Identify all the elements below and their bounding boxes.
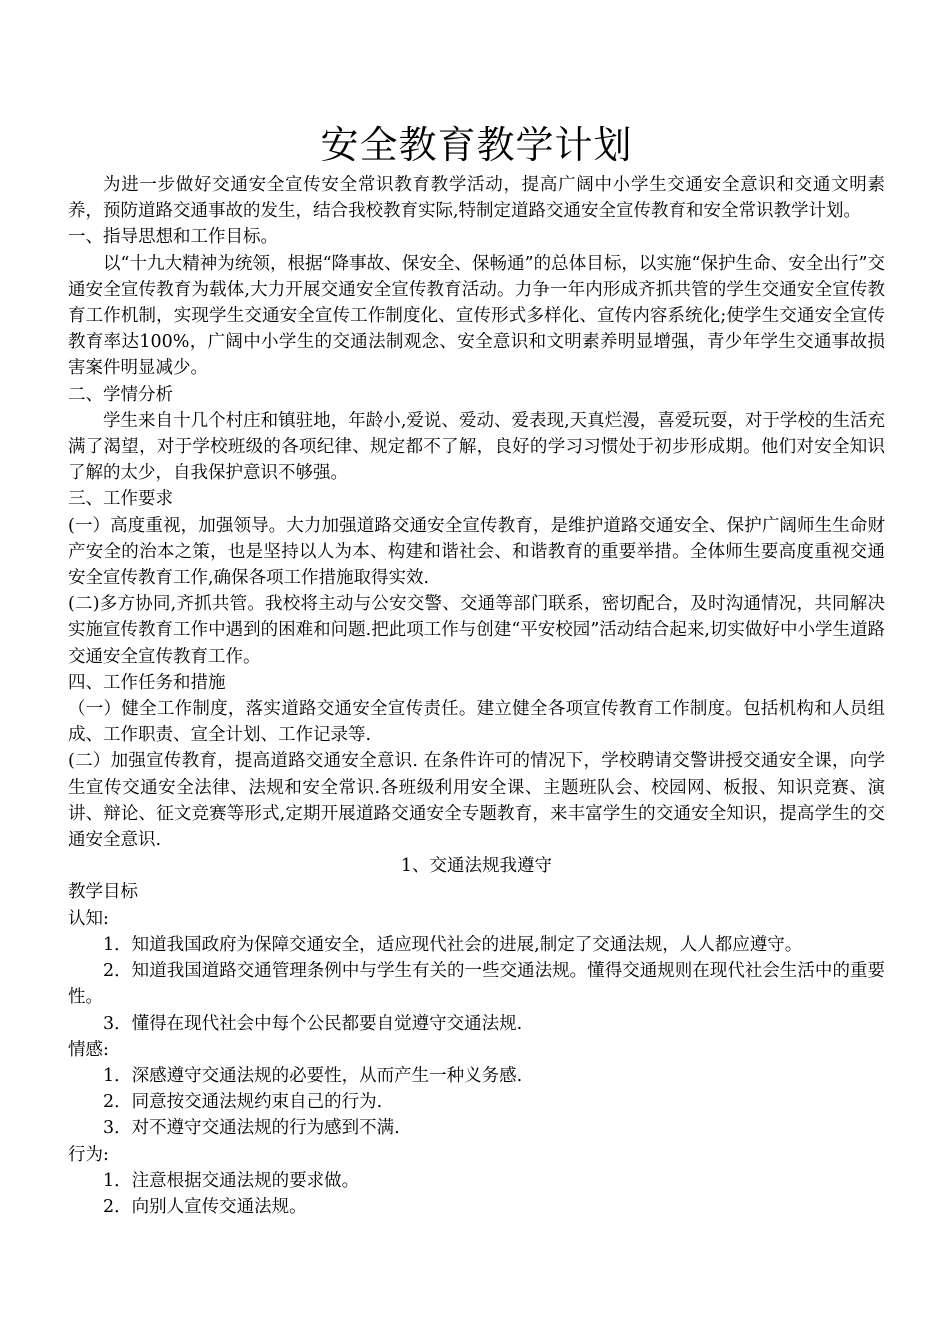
cognition-label: 认知: (68, 908, 109, 929)
section3-heading: 三、工作要求 (68, 489, 173, 510)
behavior-item-2: 2．向别人宣传交通法规。 (103, 1196, 307, 1217)
document-title: 安全教育教学计划 (320, 123, 633, 167)
section4-heading: 四、工作任务和措施 (68, 672, 226, 693)
lesson-title: 1、交通法规我遵守 (400, 856, 553, 877)
emotion-label: 情感: (68, 1039, 109, 1060)
section3-item2: (二)多方协同,齐抓共管。我校将主动与公安交警、交通等部门联系，密切配合，及时沟通情况，共同解决实施宣传教育工作中遇到的困难和问题.把此项工作与创建“平安校园”活动结合起来,切实做好中小学生道路交通安全宣传教育工作。 (68, 594, 885, 667)
section3-item1: (一）高度重视，加强领导。大力加强道路交通安全宣传教育，是维护道路交通安全、保护广阔师生生命财产安全的治本之策，也是坚持以人为本、构建和谐社会、和谐教育的重要举措。全体师生要高度重视交通安全宣传教育工作,确保各项工作措施取得实效. (68, 515, 885, 589)
section1-body: 以“十九大精神为统领，根据“降事故、保安全、保畅通”的总体目标，以实施“保护生命、安全出行”交通安全宣传教育为载体,大力开展交通安全宣传教育活动。力争一年内形成齐抓共管的学生交通安全宣传教育工作机制，实现学生交通安全宣传工作制度化、宣传形式多样化、宣传内容系统化;使学生交通安全宣传教育率达100%，广阔中小学生的交通法制观念、安全意识和文明素养明显增强，青少年学生交通事故损害案件明显减少。 (68, 253, 885, 379)
document-page (68, 118, 885, 1220)
behavior-item-1: 1．注意根据交通法规的要求做。 (103, 1170, 360, 1191)
goals-heading: 教学目标 (68, 882, 138, 903)
section4-item2: (二）加强宣传教育，提高道路交通安全意识. 在条件许可的情况下，学校聘请交警讲授交通安全课，向学生宣传交通安全法律、法规和安全常识.各班级利用安全课、主题班队会、校园网、板报、知识竞赛、演讲、辩论、征文竞赛等形式,定期开展道路交通安全专题教育，来丰富学生的交通安全知识，提高学生的交通安全意识. (68, 751, 885, 851)
emotion-item-2: 2．同意按交通法规约束自己的行为. (103, 1092, 383, 1113)
section2-heading: 二、学情分析 (68, 384, 173, 405)
cognition-item-2: 2．知道我国道路交通管理条例中与学生有关的一些交通法规。懂得交通规则在现代社会生活中的重要性。 (68, 961, 885, 1008)
emotion-item-1: 1．深感遵守交通法规的必要性，从而产生一种义务感. (103, 1065, 523, 1086)
emotion-item-3: 3．对不遵守交通法规的行为感到不满. (103, 1118, 400, 1139)
intro-paragraph: 为进一步做好交通安全宣传安全常识教育教学活动，提高广阔中小学生交通安全意识和交通文明素养，预防道路交通事故的发生，结合我校教育实际,特制定道路交通安全宣传教育和安全常识教学计划。 (68, 175, 885, 222)
section1-heading: 一、指导思想和工作目标。 (68, 227, 278, 248)
cognition-item-1: 1．知道我国政府为保障交通安全，适应现代社会的进展,制定了交通法规，人人都应遵守。 (103, 934, 803, 955)
section2-body: 学生来自十几个村庄和镇驻地，年龄小,爱说、爱动、爱表现,天真烂漫，喜爱玩耍，对于学校的生活充满了渴望，对于学校班级的各项纪律、规定都不了解，良好的学习习惯处于初步形成期。他们对安全知识了解的太少，自我保护意识不够强。 (68, 410, 885, 484)
section4-item1: （一）健全工作制度，落实道路交通安全宣传责任。建立健全各项宣传教育工作制度。包括机构和人员组成、工作职责、宣全计划、工作记录等. (68, 699, 885, 746)
cognition-item-3: 3．懂得在现代社会中每个公民都要自觉遵守交通法规. (103, 1013, 523, 1034)
behavior-label: 行为: (68, 1144, 109, 1165)
